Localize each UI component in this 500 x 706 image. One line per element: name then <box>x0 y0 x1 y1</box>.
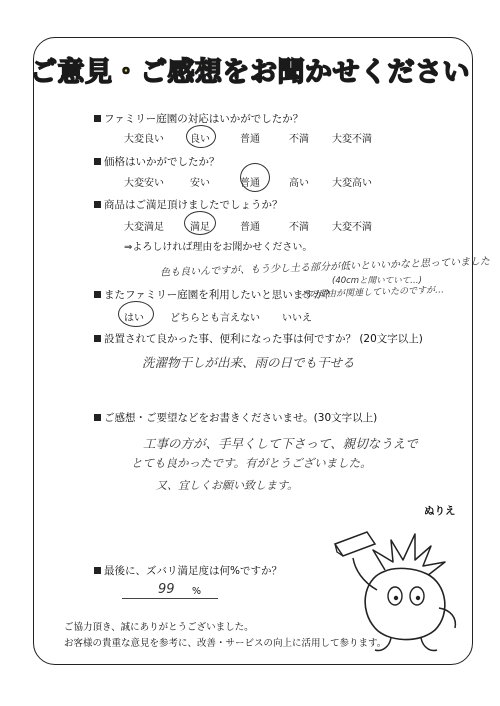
q2-option-1: 大変安い <box>124 178 164 189</box>
footer-thanks: ご協力頂き、誠にありがとうございました。 <box>64 622 254 633</box>
question-6 <box>94 410 377 425</box>
form-title: ご意見・ご感想をお聞かせください <box>30 57 470 88</box>
bullet-icon <box>94 158 101 165</box>
q3-option-3: 普通 <box>240 222 260 233</box>
q1-option-2: 良い <box>190 134 210 145</box>
question-5-text: 設置されて良かった事、便利になった事は何ですか？ (20文字以上) <box>104 333 423 345</box>
bullet-icon <box>94 567 101 574</box>
q3-option-2: 満足 <box>190 222 210 233</box>
question-5 <box>94 331 423 346</box>
q1-option-3: 普通 <box>240 134 260 145</box>
question-2 <box>94 154 220 169</box>
q1-selected-circle <box>186 125 216 148</box>
q2-option-4: 高い <box>289 178 309 189</box>
q2-option-2: 安い <box>190 178 210 189</box>
q7-answer-line <box>122 598 218 599</box>
q3-reason-line1: 色も良いんですが、もう少し土る部分が低いといいかなと思っていました <box>159 256 491 279</box>
q6-answer-line1: 工事の方が、手早くして下さって、親切なうえで <box>143 436 418 451</box>
q7-unit: % <box>192 586 202 597</box>
bullet-icon <box>94 115 101 122</box>
q1-option-4: 不満 <box>289 134 309 145</box>
bullet-icon <box>94 414 101 421</box>
question-7 <box>94 563 282 578</box>
q2-selected-circle <box>240 163 270 192</box>
bullet-icon <box>94 291 101 298</box>
q3-reason-line2: その理由が関連していたのですが… <box>299 285 445 301</box>
q3-option-4: 不満 <box>289 222 309 233</box>
question-7-text: 最後に、ズバリ満足度は何%ですか？ <box>104 565 282 577</box>
q3-option-1: 大変満足 <box>124 222 164 233</box>
mascot-label: ぬりえ <box>424 505 456 517</box>
question-4 <box>94 287 335 302</box>
question-3-text: 商品はご満足頂けましたでしょうか？ <box>104 199 283 211</box>
q5-answer: 洗濯物干しが出来、雨の日でも干せる <box>142 355 355 370</box>
q3-option-5: 大変不満 <box>332 222 372 233</box>
question-6-text: ご感想・ご要望などをお書きくださいませ。(30文字以上) <box>104 412 378 424</box>
q4-selected-circle <box>118 301 154 327</box>
question-2-text: 価格はいかがでしたか？ <box>104 156 220 168</box>
q2-option-5: 大変高い <box>332 178 372 189</box>
bullet-icon <box>94 335 101 342</box>
q7-answer: 99 <box>158 582 175 597</box>
q2-option-3: 普通 <box>240 178 260 189</box>
question-1-text: ファミリー庭園の対応はいかがでしたか？ <box>104 113 304 125</box>
bullet-icon <box>94 201 101 208</box>
question-3 <box>94 197 283 212</box>
q6-answer-line2: とても良かったです。有がとうございました。 <box>131 456 372 470</box>
question-1 <box>94 111 303 126</box>
q4-option-3: いいえ <box>282 313 312 324</box>
question-4-text: またファミリー庭園を利用したいと思いますか？ <box>104 289 335 301</box>
q3-reason-prompt: ⇒よろしければ理由をお聞かせください。 <box>124 242 313 253</box>
q6-answer-line3: 又、宜しくお願い致します。 <box>156 479 299 492</box>
q3-selected-circle <box>184 211 216 235</box>
q4-option-2: どちらとも言えない <box>170 313 260 324</box>
q1-option-1: 大変良い <box>124 134 164 145</box>
q1-option-5: 大変不満 <box>332 134 372 145</box>
footer-note: お客様の貴重な意見を参考に、改善・サービスの向上に活用して参ります。 <box>64 638 387 649</box>
q4-option-1: はい <box>124 313 144 324</box>
q3-reason-note: (40cmと聞いていて…) <box>332 276 422 286</box>
